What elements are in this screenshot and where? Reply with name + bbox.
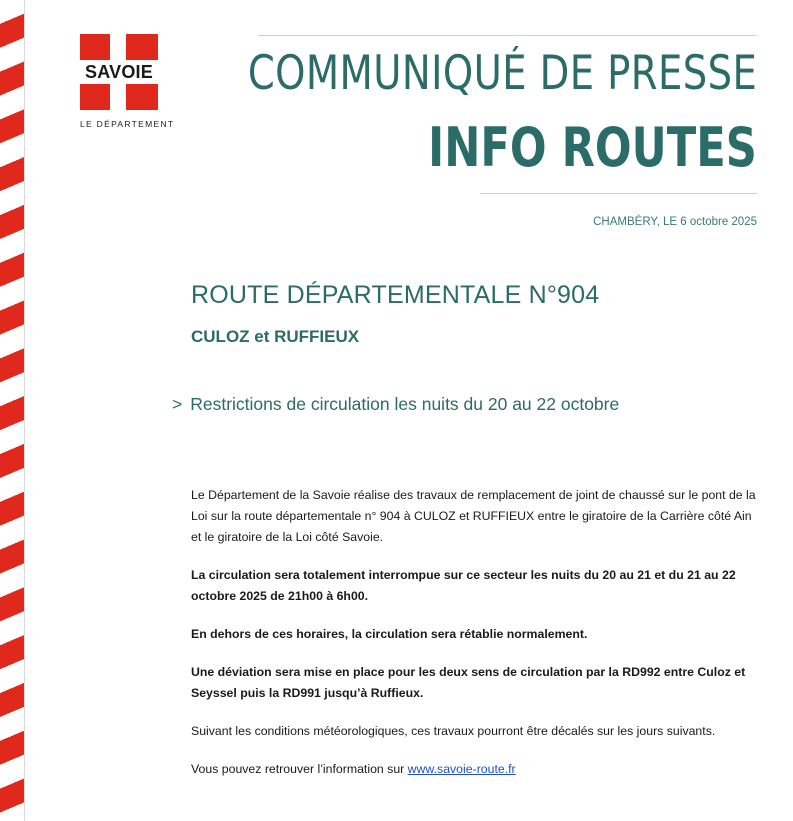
logo-name: SAVOIE <box>85 61 153 82</box>
header-rule-bottom <box>480 193 757 194</box>
paragraph-closure: La circulation sera totalement interrompue sur ce secteur les nuits du 20 au 21 et du 21 au 22 octobre 2025 de 21h00 à 6h00. <box>191 568 736 603</box>
route-title: ROUTE DÉPARTEMENTALE N°904 <box>191 281 600 309</box>
chevron-right-icon: > <box>172 394 183 414</box>
savoie-route-link[interactable]: www.savoie-route.fr <box>407 762 516 776</box>
restriction-text: Restrictions de circulation les nuits du 20 au 22 octobre <box>190 394 620 414</box>
paragraph-detour: Une déviation sera mise en place pour les deux sens de circulation par la RD992 entre Culoz et Seyssel puis la RD991 jusqu’à Ruffieux. <box>191 665 746 700</box>
paragraph-works: Le Département de la Savoie réalise des travaux de remplacement de joint de chaussé sur le pont de la Loi sur la route départementale n° 904 à CULOZ et RUFFIEUX entre le giratoire de la Carrière côté Ain et le giratoire de la Loi côté Savoie. <box>191 488 756 544</box>
title-communique: COMMUNIQUÉ DE PRESSE <box>247 46 757 101</box>
logo-red-square <box>80 34 110 60</box>
paragraph-info <box>191 759 761 780</box>
logo-red-square <box>126 34 158 60</box>
dateline: CHAMBÉRY, LE 6 octobre 2025 <box>593 216 757 228</box>
restriction-heading <box>172 394 619 415</box>
header-rule-top <box>258 35 757 36</box>
logo-subtitle: LE DÉPARTEMENT <box>80 119 175 129</box>
logo-red-square <box>80 84 110 110</box>
hazard-stripe-border <box>0 0 24 821</box>
logo-red-square <box>126 84 158 110</box>
paragraph-weather: Suivant les conditions météorologiques, ces travaux pourront être décalés sur les jours suivants. <box>191 724 716 738</box>
title-info-routes: INFO ROUTES <box>428 116 757 179</box>
paragraph-normal-traffic: En dehors de ces horaires, la circulation sera rétablie normalement. <box>191 627 588 641</box>
press-body <box>191 485 761 797</box>
route-towns: CULOZ et RUFFIEUX <box>191 327 360 346</box>
border-divider <box>24 0 25 821</box>
info-prefix: Vous pouvez retrouver l’information sur <box>191 762 408 776</box>
savoie-logo <box>80 34 158 110</box>
